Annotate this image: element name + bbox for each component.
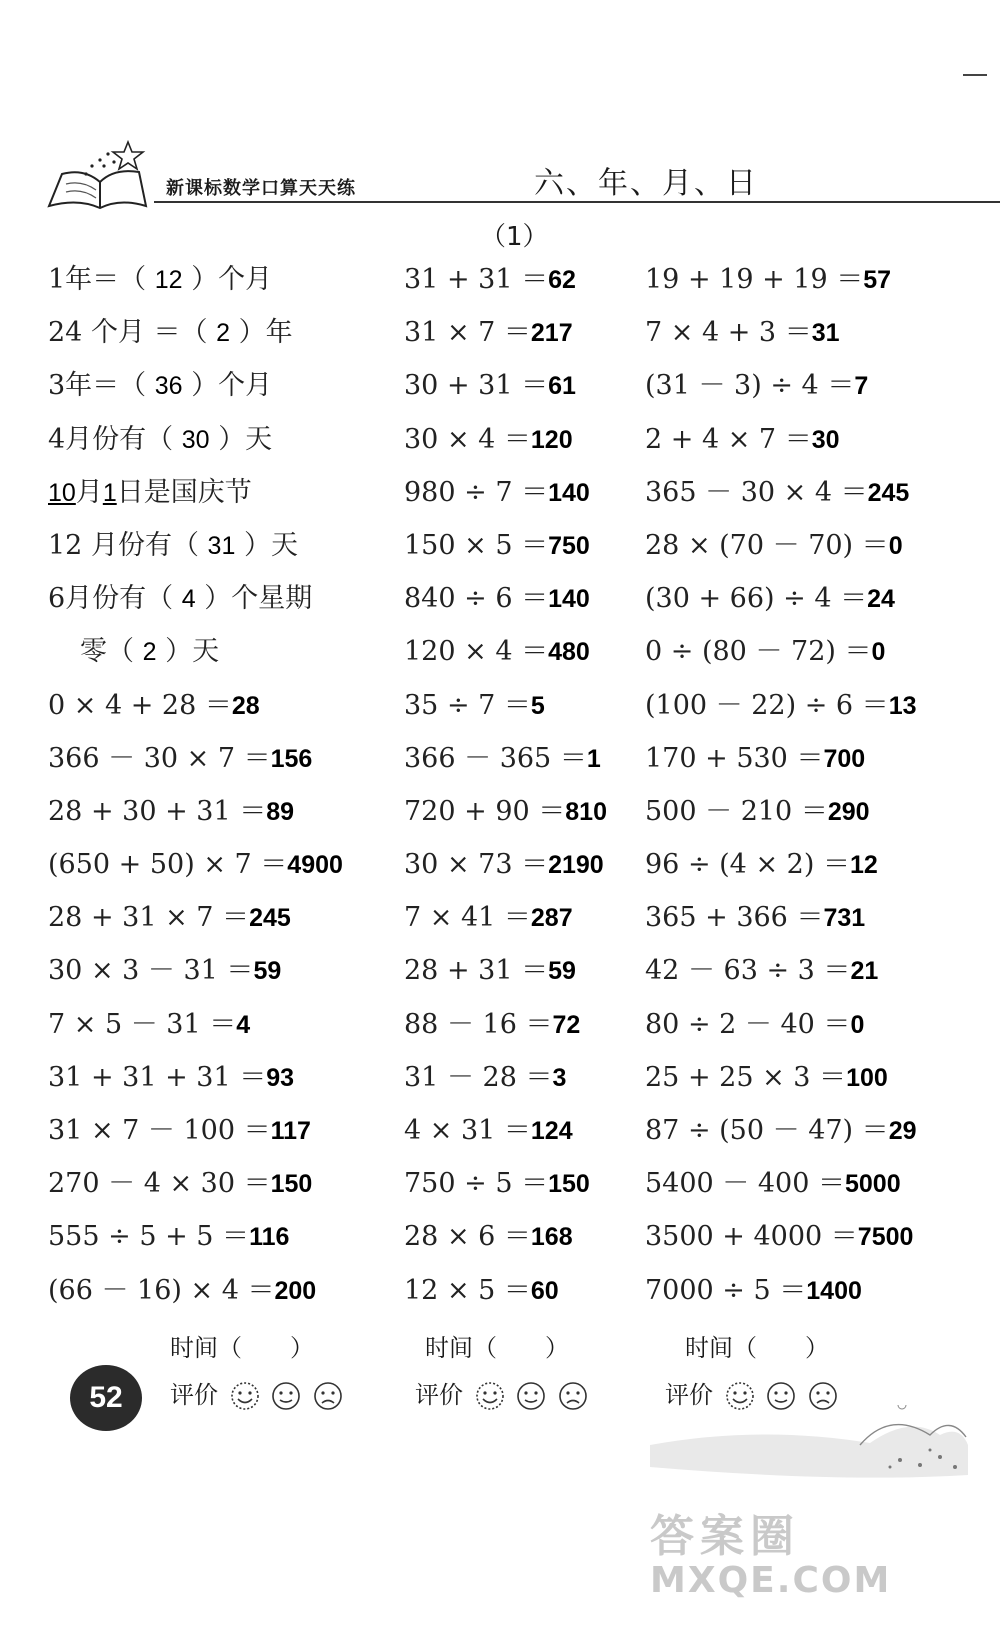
time-field-1: 时间（ ） [170,1334,314,1362]
exercise-row: 31 + 31 ＝62 [404,264,576,295]
decorative-speckle-icon [640,1405,970,1495]
rating-label: 评价 [665,1381,713,1409]
exercise-row: 28 + 31 × 7 ＝245 [48,902,291,934]
exercise-row: 1年＝（ 12 ）个月 [48,264,273,295]
exercise-row: 12 × 5 ＝60 [404,1274,559,1306]
exercise-row: 28 + 30 + 31 ＝89 [48,795,295,827]
exercise-row: 4 × 31 ＝124 [404,1115,573,1146]
happy-face-icon [475,1381,505,1411]
exercise-row: 3年＝（ 36 ）个月 [48,370,273,402]
unit-title: 六、年、月、日 [534,166,758,201]
exercise-row: 980 ÷ 7 ＝140 [404,476,590,508]
sad-face-icon [558,1381,588,1411]
time-field-3: 时间（ ） [685,1334,829,1362]
exercise-row: 31 + 31 + 31 ＝93 [48,1061,295,1093]
rating-group-2 [415,1375,588,1411]
exercise-row: 365 － 30 × 4 ＝245 [645,476,910,508]
page-header [44,138,964,218]
exercise-row: 30 × 3 － 31 ＝59 [48,955,282,987]
exercise-row: 28 × (70 － 70) ＝0 [645,529,903,561]
exercise-row: 4月份有（ 30 ）天 [48,423,273,455]
exercise-row: 80 ÷ 2 － 40 ＝0 [645,1008,865,1040]
exercise-row: 96 ÷ (4 × 2) ＝12 [645,849,878,881]
exercise-row: 28 + 31 ＝59 [404,955,576,987]
exercise-row: 25 + 25 × 3 ＝100 [645,1061,888,1093]
book-star-icon [44,138,154,210]
exercise-row: 31 × 7 － 100 ＝117 [48,1115,311,1146]
exercise-row: 0 × 4 + 28 ＝28 [48,689,260,721]
exercise-column-1 [48,258,343,1322]
exercise-row: 19 + 19 + 19 ＝57 [645,264,892,295]
exercise-row: 170 + 530 ＝700 [645,742,866,774]
exercise-row: 12 月份有（ 31 ）天 [48,529,298,561]
page-number-badge: 52 [70,1365,142,1431]
exercise-row: 87 ÷ (50 － 47) ＝29 [645,1115,917,1146]
exercise-row: 840 ÷ 6 ＝140 [404,583,590,615]
exercise-row: 120 × 4 ＝480 [404,636,590,668]
exercise-row: 7 × 5 － 31 ＝4 [48,1008,251,1040]
header-rule [154,201,1000,203]
exercise-row: (31 － 3) ÷ 4 ＝7 [645,370,869,402]
rating-group-1 [170,1375,343,1411]
exercise-row: 30 + 31 ＝61 [404,370,576,402]
time-field-2: 时间（ ） [425,1334,569,1362]
sad-face-icon [313,1381,343,1411]
exercise-row: 24 个月 ＝（ 2 ）年 [48,317,293,349]
exercise-row: 零（ 2 ）天 [80,636,220,668]
exercise-row: 6月份有（ 4 ）个星期 [48,583,313,615]
exercise-row: 270 － 4 × 30 ＝150 [48,1168,313,1200]
exercise-row: 3500 + 4000 ＝7500 [645,1221,914,1253]
exercise-row: 0 ÷ (80 － 72) ＝0 [645,636,886,668]
exercise-row: 720 + 90 ＝810 [404,795,607,827]
watermark-url: MXQE.COM [650,1560,892,1601]
exercise-row: 365 + 366 ＝731 [645,902,866,934]
exercise-row: 28 × 6 ＝168 [404,1221,573,1253]
exercise-row: 7 × 41 ＝287 [404,902,573,934]
exercise-row: 7000 ÷ 5 ＝1400 [645,1274,862,1306]
exercise-row: 31 × 7 ＝217 [404,317,573,349]
exercise-row: 7 × 4 + 3 ＝31 [645,317,840,349]
exercise-column-3 [645,258,917,1322]
exercise-row: 750 ÷ 5 ＝150 [404,1168,590,1200]
exercise-number: （1） [480,222,549,252]
exercise-row: 30 × 73 ＝2190 [404,849,604,881]
exercise-row: (66 － 16) × 4 ＝200 [48,1274,317,1306]
watermark [650,1500,970,1601]
exercise-row: 2 + 4 × 7 ＝30 [645,423,840,455]
watermark-title: 答案圈 [650,1511,800,1562]
exercise-row: 35 ÷ 7 ＝5 [404,689,545,721]
rating-label: 评价 [170,1381,218,1409]
exercise-row: (100 － 22) ÷ 6 ＝13 [645,689,917,721]
smile-face-icon [516,1381,546,1411]
exercise-column-2 [404,258,607,1322]
exercise-row: 88 － 16 ＝72 [404,1008,581,1040]
exercise-row: 366 － 365 ＝1 [404,742,601,774]
exercise-row: 10月1日是国庆节 [48,476,252,508]
exercise-row: 30 × 4 ＝120 [404,423,573,455]
smile-face-icon [271,1381,301,1411]
exercise-row: (650 + 50) × 7 ＝4900 [48,849,343,881]
exercise-row: 31 － 28 ＝3 [404,1061,567,1093]
exercise-row: 150 × 5 ＝750 [404,529,590,561]
exercise-row: 555 ÷ 5 + 5 ＝116 [48,1221,290,1253]
top-dash-mark [963,74,987,76]
exercise-row: 366 － 30 × 7 ＝156 [48,742,313,774]
exercise-row: 5400 － 400 ＝5000 [645,1168,901,1200]
exercise-row: 500 － 210 ＝290 [645,795,870,827]
exercise-row: 42 － 63 ÷ 3 ＝21 [645,955,879,987]
series-title: 新课标数学口算天天练 [166,178,356,199]
happy-face-icon [230,1381,260,1411]
exercise-row: (30 + 66) ÷ 4 ＝24 [645,583,895,615]
rating-label: 评价 [415,1381,463,1409]
